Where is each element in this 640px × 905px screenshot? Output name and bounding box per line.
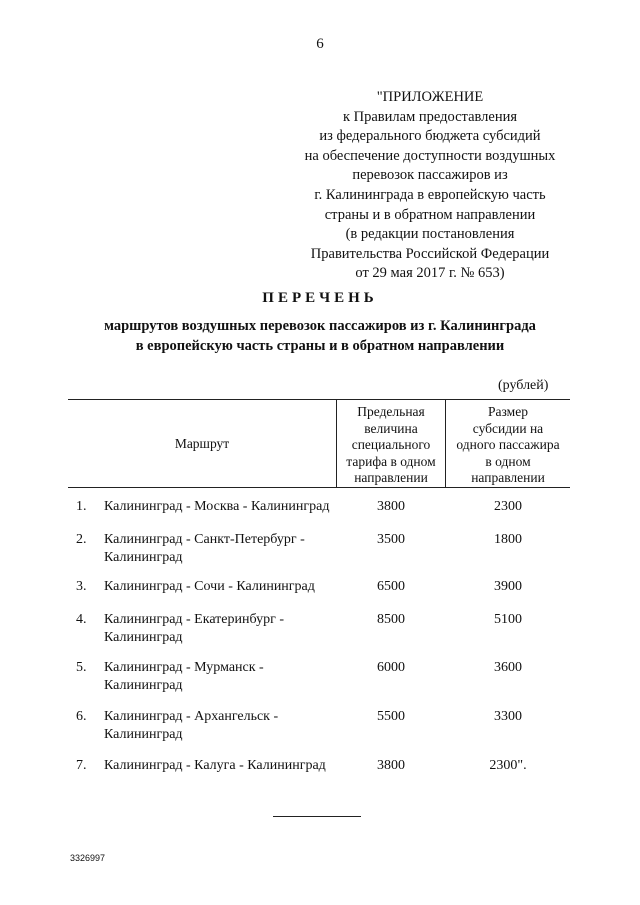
row-tariff: 6500 [377, 579, 405, 594]
appendix-line: из федерального бюджета субсидий [319, 128, 541, 145]
page-number: 6 [316, 36, 324, 52]
row-subsidy: 3300 [494, 709, 522, 724]
row-subsidy: 1800 [494, 532, 522, 547]
route-line: Калининград - Мурманск - [104, 660, 264, 675]
header-subsidy-line: одного пассажира [456, 437, 560, 452]
route-line: Калининград - Москва - Калининград [104, 499, 330, 514]
document-heading: ПЕРЕЧЕНЬ [262, 290, 378, 306]
header-tariff-line: величина [364, 420, 418, 436]
document-subheading [60, 316, 580, 356]
appendix-line: Правительства Российской Федерации [310, 245, 550, 262]
header-tariff-line: направлении [354, 470, 428, 485]
route-line: Калининград - Сочи - Калининград [104, 579, 315, 594]
row-number: 7. [76, 758, 87, 773]
header-tariff-line: тарифа в одном [346, 453, 436, 469]
table-header-rule [68, 487, 570, 488]
appendix-line: от 29 мая 2017 г. № 653) [355, 265, 505, 282]
row-tariff: 3500 [377, 532, 405, 547]
row-route [104, 611, 340, 647]
route-line: Калининград - Екатеринбург - [104, 612, 284, 627]
route-line: Калининград [104, 550, 183, 565]
row-route [104, 531, 340, 567]
row-tariff: 8500 [377, 612, 405, 627]
header-subsidy-line: в одном [485, 453, 531, 469]
route-line: Калининград - Санкт-Петербург - [104, 532, 305, 547]
header-route: Маршрут [174, 436, 230, 451]
row-route [104, 498, 340, 516]
subheading-line: маршрутов воздушных перевозок пассажиров из г. Калининграда [104, 318, 536, 334]
row-tariff: 3800 [377, 499, 405, 514]
row-number: 1. [76, 499, 87, 514]
row-route [104, 757, 340, 775]
route-line: Калининград - Архангельск - [104, 709, 279, 724]
document-code: 3326997 [70, 853, 106, 863]
header-tariff [337, 404, 445, 487]
row-number: 2. [76, 532, 87, 547]
appendix-line: перевозок пассажиров из [352, 167, 508, 184]
appendix-line: г. Калининграда в европейскую часть [314, 186, 546, 203]
appendix-line: к Правилам предоставления [342, 108, 518, 125]
row-route [104, 578, 340, 596]
row-number: 3. [76, 579, 87, 594]
route-line: Калининград [104, 678, 183, 693]
subheading-line: в европейскую часть страны и в обратном направлении [135, 338, 505, 354]
closing-rule [273, 816, 361, 817]
row-route [104, 659, 340, 695]
row-subsidy: 2300". [489, 758, 527, 773]
row-number: 6. [76, 709, 87, 724]
route-line: Калининград - Калуга - Калининград [104, 758, 326, 773]
units-label: (рублей) [498, 378, 549, 393]
row-route [104, 708, 340, 744]
header-tariff-line: специального [351, 437, 431, 452]
appendix-line: "ПРИЛОЖЕНИЕ [376, 89, 484, 105]
header-subsidy-line: Размер [488, 404, 528, 419]
appendix-line: страны и в обратном направлении [324, 206, 536, 223]
appendix-line: (в редакции постановления [345, 226, 515, 243]
header-subsidy-line: направлении [471, 470, 545, 485]
header-subsidy [446, 404, 570, 487]
row-subsidy: 2300 [494, 499, 522, 514]
row-subsidy: 5100 [494, 612, 522, 627]
header-subsidy-line: субсидии на [472, 420, 544, 436]
appendix-line: на обеспечение доступности воздушных [304, 147, 556, 164]
row-subsidy: 3900 [494, 579, 522, 594]
row-number: 4. [76, 612, 87, 627]
row-tariff: 5500 [377, 709, 405, 724]
row-tariff: 3800 [377, 758, 405, 773]
row-number: 5. [76, 660, 87, 675]
appendix-block [290, 88, 570, 284]
route-line: Калининград [104, 727, 183, 742]
row-tariff: 6000 [377, 660, 405, 675]
header-tariff-line: Предельная [357, 404, 425, 419]
row-subsidy: 3600 [494, 660, 522, 675]
table-top-rule [68, 399, 570, 400]
route-line: Калининград [104, 630, 183, 645]
